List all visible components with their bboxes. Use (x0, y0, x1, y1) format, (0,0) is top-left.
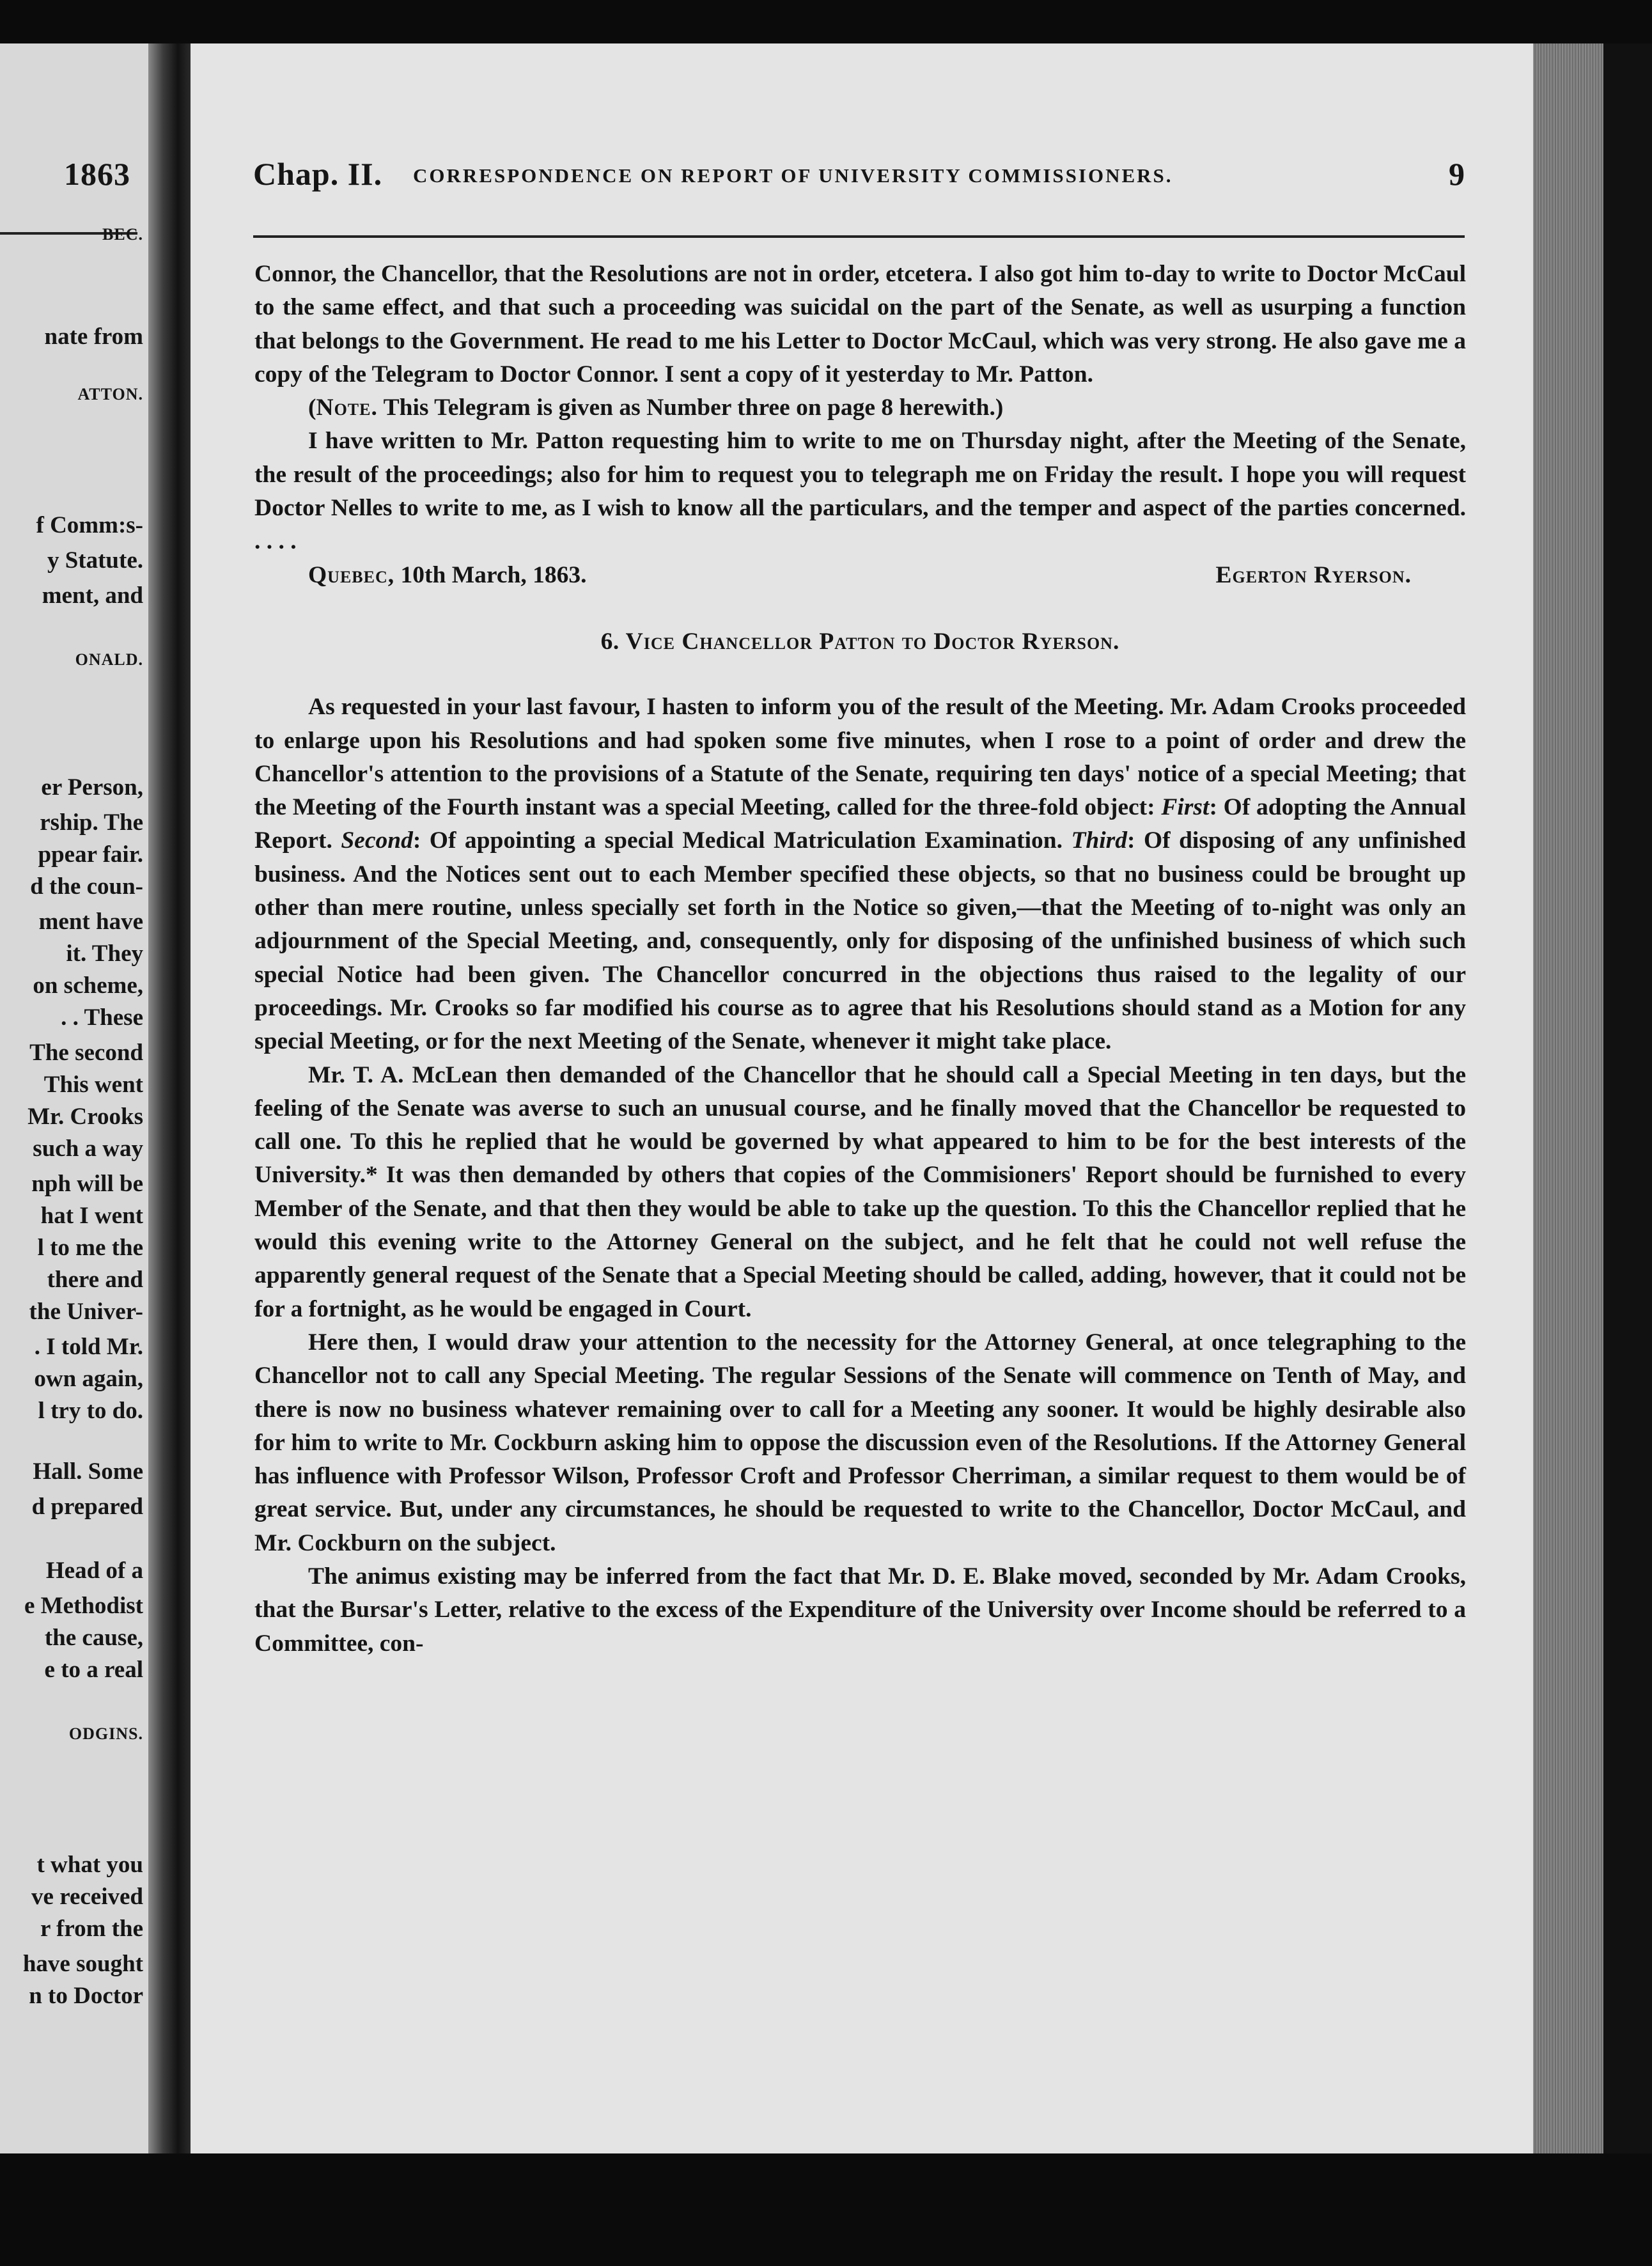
paragraph: Here then, I would draw your attention to the necessity for the Attorney General, at once telegraphing to the Chancellor not to call any Special Meeting. The regular Sessions of the Senate will commence on Tenth of May, and there is now no business whatever remaining over to call for a Meeting any sooner. It would be highly desirable also for him to write to Mr. Cockburn asking him to oppose the discussion even of the Resolutions. If the Attorney General has influence with Professor Wilson, Professor Croft and Professor Cherriman, a similar request to them would be of great service. But, under any circumstances, he should be requested to write to the Chancellor, Doctor McCaul, and Mr. Cockburn on the subject. (254, 1329, 1466, 1556)
left-page-line: Mr. Crooks (27, 1104, 143, 1130)
left-page-line: ve received (31, 1884, 143, 1910)
paragraph: Mr. T. A. McLean then demanded of the Chancellor that he should call a Special Meeting in ten days, but the feeling of the Senate was averse to such an unusual course, and he finally moved that the Chancellor be requested to call one. To this he replied that he would be governed by what appeared to him to be for the best interests of the University.* It was then demanded by others that copies of the Commisioners' Report should be furnished to every Member of the Senate, and that then they would be able to take up the question. To this the Chancellor replied that he would this evening write to the Attorney General on the subject, and he felt that he could not well refuse the apparently general request of the Senate that a Special Meeting should be called, adding, however, that it could not be for a fortnight, as he would be engaged in Court. (254, 1061, 1466, 1322)
left-page-line: y Statute. (47, 547, 143, 574)
header-rule (253, 235, 1465, 238)
section-number: 6. (600, 628, 626, 655)
left-page-line: own again, (34, 1366, 143, 1392)
left-page-line: . I told Mr. (34, 1334, 143, 1360)
signature: Egerton Ryerson. (1215, 561, 1412, 588)
page-number: 9 (1449, 156, 1465, 192)
scan-border (1603, 43, 1652, 2153)
left-page-line: BEC. (102, 225, 143, 244)
body-text (254, 258, 1466, 1660)
left-page-line: ppear fair. (38, 841, 143, 868)
main-page (191, 43, 1533, 2153)
place-date (308, 559, 586, 592)
left-page-line: l to me the (37, 1235, 143, 1261)
left-page-line: r from the (40, 1916, 143, 1942)
left-page-line: t what you (36, 1852, 143, 1878)
book-gutter (148, 43, 191, 2153)
left-page-line: n to Doctor (29, 1983, 143, 2009)
note-label: Note. (316, 395, 378, 421)
left-page-line: The second (29, 1040, 143, 1066)
left-facing-page (0, 43, 148, 2153)
running-title: CORRESPONDENCE ON REPORT OF UNIVERSITY COMMISSIONERS. (413, 164, 1173, 187)
left-page-line: d the coun- (30, 873, 143, 900)
left-page-line: This went (43, 1072, 143, 1098)
left-page-line: there and (47, 1267, 143, 1293)
left-page-line: it. They (66, 941, 143, 967)
paragraph: As requested in your last favour, I hasten to inform you of the result of the Meeting. Mr. Adam Crooks proceeded to enlarge upon his Resolutions and had spoken some five minutes, when I rose to a point of order and drew the Chancellor's attention to the provisions of a Statute of the Senate, requiring ten days' notice of a special Meeting; that the Meeting of the Fourth instant was a special Meeting, called for the three-fold object: First: Of adopting the Annual Report. Second: Of appointing a special Medical Matriculation Examination. Third: Of disposing of any unfinished business. And the Notices sent out to each Member specified these objects, so that no business could be brought up other than mere routine, unless specially set forth in the Notice so given,—that the Meeting of to-night was only an adjournment of the Special Meeting, and, consequently, only for disposing of the unfinished business of which such special Notice had been given. The Chancellor concurred in the objections thus raised to the legality of our proceedings. Mr. Crooks so far modified his course as to agree that his Resolutions should stand as a Motion for any special Meeting, or for the next Meeting of the Senate, whenever it might take place. (254, 694, 1466, 1055)
left-page-line: the Univer- (29, 1299, 143, 1325)
left-page-line: e Methodist (24, 1593, 143, 1619)
chapter-label: Chap. II. (253, 156, 383, 192)
left-page-line: er Person, (41, 774, 143, 801)
left-page-line: f Comm:s- (36, 512, 143, 538)
left-page-line: ODGINS. (68, 1724, 143, 1743)
left-page-line: e to a real (44, 1657, 143, 1683)
left-page-line: on scheme, (33, 973, 143, 999)
left-page-year: 1863 (64, 156, 130, 192)
left-page-line: the cause, (44, 1625, 143, 1651)
left-page-line: l try to do. (38, 1398, 143, 1424)
left-page-line: have sought (22, 1951, 143, 1977)
left-page-line: such a way (33, 1136, 143, 1162)
section-heading (254, 625, 1466, 659)
left-page-line: . . These (61, 1004, 143, 1031)
paragraph: I have written to Mr. Patton requesting him to write to me on Thursday night, after the Meeting of the Senate, the result of the proceedings; also for him to request you to telegraph me on Friday the result. I hope you will request Doctor Nelles to write to me, as I wish to know all the particulars, and the temper and aspect of the parties concerned. . . . . (254, 428, 1466, 555)
page-block-edge (1533, 43, 1603, 2153)
section-title: Vice Chancellor Patton to Doctor Ryerson. (625, 628, 1120, 655)
left-page-line: ONALD. (75, 650, 143, 669)
left-page-line: rship. The (40, 809, 143, 836)
editor-note: (Note. This Telegram is given as Number three on page 8 herewith.) (308, 395, 1004, 421)
left-page-line: nph will be (31, 1171, 143, 1197)
left-page-line: ment, and (42, 582, 143, 609)
left-page-line: ATTON. (77, 385, 143, 403)
left-page-line: Hall. Some (33, 1458, 143, 1485)
left-page-line: Head of a (45, 1558, 143, 1584)
paragraph: The animus existing may be inferred from the fact that Mr. D. E. Blake moved, seconded by Mr. Adam Crooks, that the Bursar's Letter, relative to the excess of the Expenditure of the University over Income should be referred to a Committee, con- (254, 1563, 1466, 1657)
dateline (254, 559, 1466, 592)
left-page-line: ment have (38, 909, 143, 935)
running-head (253, 155, 1465, 200)
paragraph: Connor, the Chancellor, that the Resolutions are not in order, etcetera. I also got him to-day to write to Doctor McCaul to the same effect, and that such a proceeding was suicidal on the part of the Senate, as well as usurping a function that belongs to the Government. He read to me his Letter to Doctor McCaul, which was very strong. He also gave me a copy of the Telegram to Doctor Connor. I sent a copy of it yesterday to Mr. Patton. (254, 261, 1466, 387)
date: 10th March, 1863. (394, 561, 587, 588)
left-page-line: nate from (44, 324, 143, 350)
place: Quebec, (308, 561, 395, 588)
left-page-line: hat I went (40, 1203, 143, 1229)
left-page-line: d prepared (31, 1494, 143, 1520)
